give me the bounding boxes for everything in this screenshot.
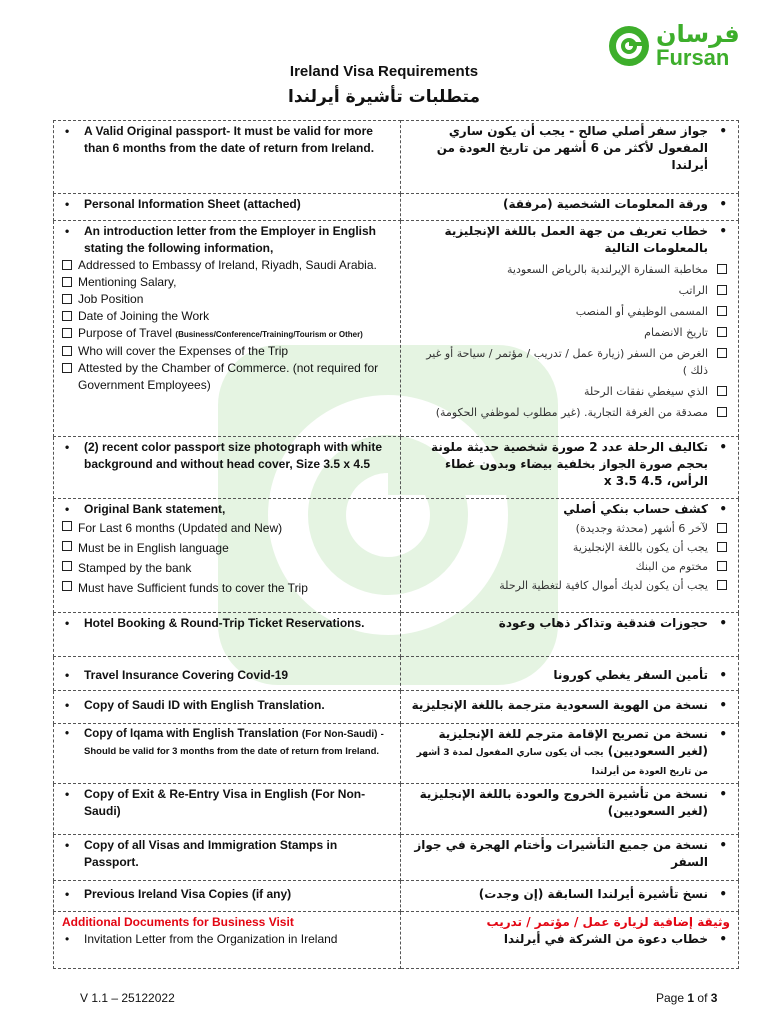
checkbox-icon — [717, 523, 727, 533]
list-item: Who will cover the Expenses of the Trip — [62, 343, 394, 360]
saudi-id-ar: • نسخة من الهوية السعودية مترجمة باللغة الإنجليزية — [407, 697, 730, 714]
checkbox-icon — [62, 260, 72, 270]
list-item: Must have Sufficient funds to cover the Trip — [62, 578, 394, 598]
list-item: Stamped by the bank — [62, 558, 394, 578]
checkbox-icon — [717, 306, 727, 316]
list-item: الراتب — [407, 282, 730, 299]
list-item: For Last 6 months (Updated and New) — [62, 518, 394, 538]
table-row — [54, 499, 739, 613]
list-item: المسمى الوظيفي أو المنصب — [407, 303, 730, 320]
list-item: يجب أن يكون باللغة الإنجليزية — [407, 539, 730, 556]
exit-reentry-ar: • نسخة من تأشيرة الخروج والعودة باللغة الإنجليزية (لغير السعوديين) — [407, 786, 730, 820]
brand-logo — [608, 22, 740, 69]
list-item: Mentioning Salary, — [62, 274, 394, 291]
checkbox-icon — [62, 346, 72, 356]
page-title-arabic: متطلبات تأشيرة أيرلندا — [288, 87, 480, 107]
passport-en: • A Valid Original passport- It must be valid for more than 6 months from the date of return from Ireland. — [62, 123, 394, 157]
table-row — [54, 221, 739, 437]
list-item: Attested by the Chamber of Commerce. (not required for Government Employees) — [62, 360, 394, 394]
logo-english-text: Fursan — [656, 45, 730, 70]
list-item: Job Position — [62, 291, 394, 308]
table-row — [54, 835, 739, 881]
fursan-logo-icon — [608, 25, 650, 67]
checkbox-icon — [62, 581, 72, 591]
checkbox-icon — [717, 561, 727, 571]
page-title: Ireland Visa Requirements — [289, 63, 479, 80]
insurance-en: • Travel Insurance Covering Covid-19 — [62, 667, 394, 684]
list-item: Purpose of Travel (Business/Conference/Training/Tourism or Other) — [62, 325, 394, 343]
checkbox-icon — [62, 294, 72, 304]
list-item: Must be in English language — [62, 538, 394, 558]
checkbox-icon — [717, 348, 727, 358]
hotel-ar: • حجوزات فندقية وتذاكر ذهاب وعودة — [407, 615, 730, 632]
table-row — [54, 121, 739, 194]
insurance-ar: • تأمين السفر يغطي كورونا — [407, 667, 730, 684]
intro-letter-en: • An introduction letter from the Employer in English stating the following information, — [62, 223, 394, 257]
checkbox-icon — [717, 580, 727, 590]
table-row — [54, 881, 739, 912]
checkbox-icon — [62, 561, 72, 571]
list-item: مصدقة من الغرفة التجارية. (غير مطلوب لموظفي الحكومة) — [407, 404, 730, 421]
iqama-ar: • نسخة من تصريح الإقامة مترجم للغة الإنجليزية (لغير السعوديين) يجب أن يكون ساري المفعول لمدة 3 أشهر من تاريخ العودة من أيرلندا — [407, 726, 730, 781]
table-row — [54, 912, 739, 969]
saudi-id-en: • Copy of Saudi ID with English Translation. — [62, 697, 394, 714]
requirements-table — [53, 120, 739, 969]
checkbox-icon — [62, 328, 72, 338]
checkbox-icon — [717, 407, 727, 417]
business-heading-en: Additional Documents for Business Visit — [62, 915, 294, 929]
list-item: لآخر 6 أشهر (محدثة وجديدة) — [407, 520, 730, 537]
previous-visa-en: • Previous Ireland Visa Copies (if any) — [62, 886, 394, 903]
checkbox-icon — [62, 311, 72, 321]
table-row — [54, 784, 739, 835]
logo-arabic-text: فرسان — [656, 20, 740, 48]
exit-reentry-en: • Copy of Exit & Re-Entry Visa in English (For Non-Saudi) — [62, 786, 394, 820]
passport-ar: • جواز سفر أصلي صالح - يجب أن يكون ساري المفعول لأكثر من 6 أشهر من تاريخ العودة من أيرلندا — [407, 123, 730, 174]
page-number: Page 1 of 3 — [656, 991, 718, 1005]
checkbox-icon — [717, 327, 727, 337]
business-heading-ar: وثيقة إضافية لزيارة عمل / مؤتمر / تدريب — [486, 915, 730, 929]
table-row — [54, 691, 739, 724]
list-item: الغرض من السفر (زيارة عمل / تدريب / مؤتمر / سياحة أو غير ذلك ) — [407, 345, 730, 379]
table-row — [54, 437, 739, 499]
list-item: Addressed to Embassy of Ireland, Riyadh, Saudi Arabia. — [62, 257, 394, 274]
table-row — [54, 724, 739, 784]
checkbox-icon — [717, 386, 727, 396]
list-item: الذي سيغطي نفقات الرحلة — [407, 383, 730, 400]
info-sheet-en: • Personal Information Sheet (attached) — [62, 196, 394, 213]
intro-letter-ar: • خطاب تعريف من جهة العمل باللغة الإنجليزية بالمعلومات التالية — [407, 223, 730, 257]
list-item: يجب أن يكون لديك أموال كافية لتغطية الرحلة — [407, 577, 730, 594]
photos-ar: • تكاليف الرحلة عدد 2 صورة شخصية حديثة ملونة بحجم صورة الجواز بخلفية بيضاء وبدون غطاء الرأس، 4.5 x 3.5 — [407, 439, 730, 490]
previous-visa-ar: • نسخ تأشيرة أيرلندا السابقة (إن وجدت) — [407, 886, 730, 903]
table-row — [54, 194, 739, 221]
checkbox-icon — [717, 264, 727, 274]
hotel-en: • Hotel Booking & Round-Trip Ticket Reservations. — [62, 615, 394, 632]
checkbox-icon — [62, 521, 72, 531]
visas-stamps-en: • Copy of all Visas and Immigration Stamps in Passport. — [62, 837, 394, 871]
iqama-en: • Copy of Iqama with English Translation (For Non-Saudi) - Should be valid for 3 months from the date of return from Ireland. — [62, 726, 394, 760]
business-invitation-ar: • خطاب دعوة من الشركة في أيرلندا — [407, 931, 730, 948]
version-label: V 1.1 – 25122022 — [80, 991, 175, 1005]
list-item: مختوم من البنك — [407, 558, 730, 575]
table-row — [54, 613, 739, 657]
photos-en: • (2) recent color passport size photograph with white background and without head cover, Size 3.5 x 4.5 — [62, 439, 394, 473]
checkbox-icon — [62, 541, 72, 551]
checkbox-icon — [62, 363, 72, 373]
checkbox-icon — [717, 542, 727, 552]
list-item: مخاطبة السفارة الإيرلندية بالرياض السعودية — [407, 261, 730, 278]
checkbox-icon — [62, 277, 72, 287]
bank-en: • Original Bank statement, — [62, 501, 394, 518]
list-item: تاريخ الانضمام — [407, 324, 730, 341]
list-item: Date of Joining the Work — [62, 308, 394, 325]
checkbox-icon — [717, 285, 727, 295]
table-row — [54, 657, 739, 691]
business-invitation-en: • Invitation Letter from the Organization in Ireland — [62, 931, 394, 948]
info-sheet-ar: • ورقة المعلومات الشخصية (مرفقة) — [407, 196, 730, 213]
visas-stamps-ar: • نسخة من جميع التأشيرات وأختام الهجرة في جواز السفر — [407, 837, 730, 871]
bank-ar: • كشف حساب بنكي أصلي — [407, 501, 730, 518]
